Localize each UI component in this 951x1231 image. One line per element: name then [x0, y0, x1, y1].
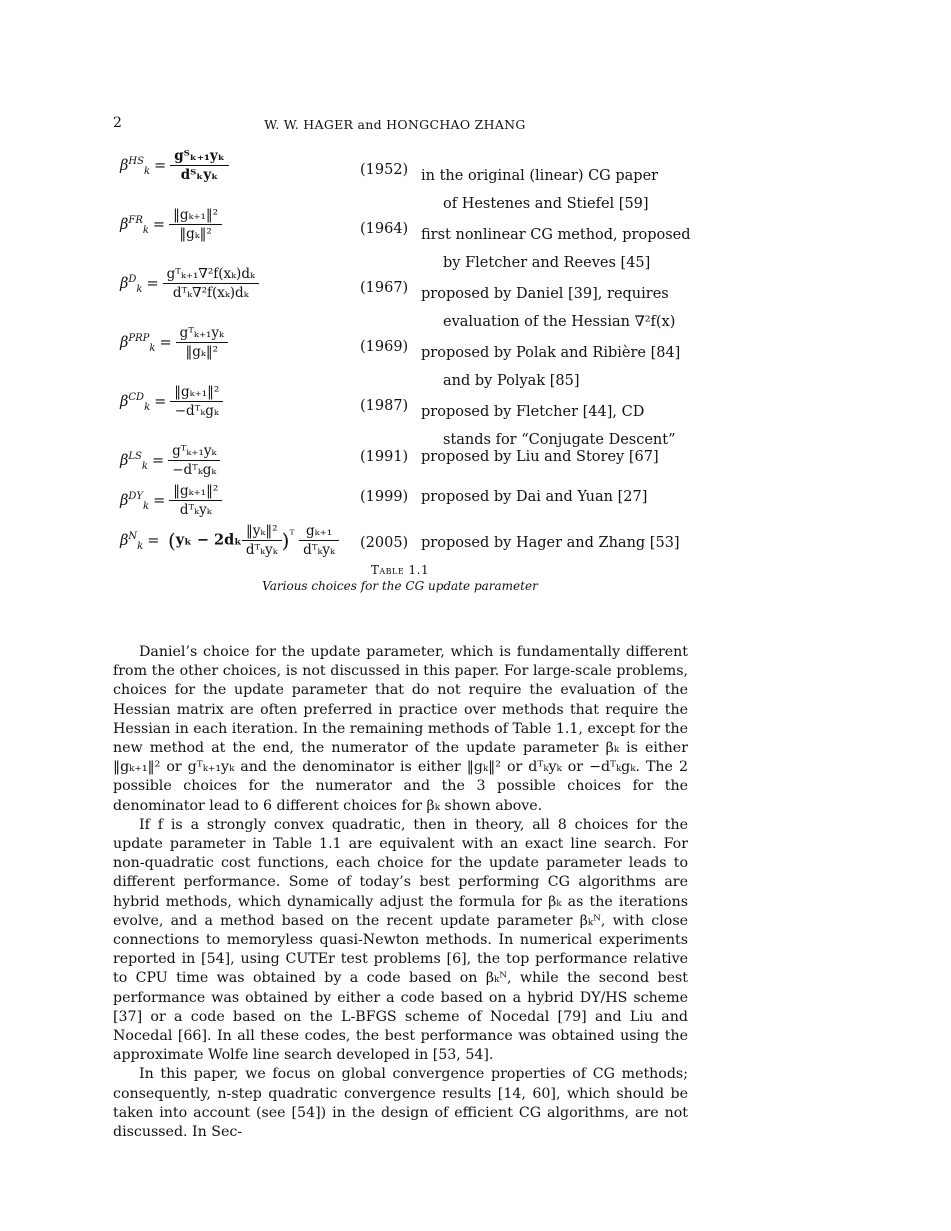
denominator: dᵀₖyₖ	[180, 167, 219, 183]
numerator: ‖gₖ₊₁‖²	[169, 483, 222, 501]
running-head: W. W. HAGER and HONGCHAO ZHANG	[264, 117, 526, 132]
year: (1991)	[360, 449, 409, 465]
numerator: gᵀₖ₊₁yₖ	[176, 325, 228, 343]
beta-label: D	[128, 273, 137, 285]
beta-label: CD	[128, 391, 145, 403]
table-row	[118, 266, 718, 330]
formula-cd: $\beta^{CD}_k$ = $\frac{\text{‖gₖ₊₁‖²}}{\text{−dᵀₖgₖ}}$	[120, 384, 223, 419]
formula-dy: $\beta^{DY}_k$ = $\frac{\text{‖gₖ₊₁‖²}}{\text{dᵀₖyₖ}}$	[120, 483, 222, 518]
denominator: dᵀₖyₖ	[179, 502, 212, 518]
beta-label: PRP	[128, 332, 150, 344]
beta-label: LS	[128, 450, 142, 462]
body-text	[113, 643, 688, 1142]
beta-label: DY	[128, 490, 144, 502]
n-right-denominator: dᵀₖyₖ	[303, 542, 335, 558]
beta-label: N	[128, 530, 138, 542]
desc-line-2: of Hestenes and Stiefel [59]	[443, 196, 649, 212]
desc-line-1: proposed by Liu and Storey [67]	[421, 449, 659, 465]
numerator: ‖gₖ₊₁‖²	[170, 384, 223, 402]
numerator: ‖gₖ₊₁‖²	[169, 207, 222, 225]
paragraph: Daniel’s choice for the update parameter, which is fundamentally different from the other choices, is not discussed in this paper. For large-scale problems, choices for the update parameter that do not require the evaluation of the Hessian matrix are often preferred in practice over methods that require the Hessian in each iteration. In the remaining methods of Table 1.1, except for the new method at the end, the numerator of the update parameter βₖ is either ‖gₖ₊₁‖² or gᵀₖ₊₁yₖ and the denominator is either ‖gₖ‖² or dᵀₖyₖ or −dᵀₖgₖ. The 2 possible choices for the numerator and the 3 possible choices for the denominator lead to 6 different choices for βₖ shown above.	[113, 644, 688, 814]
beta-label: FR	[128, 214, 143, 226]
numerator: gᵀₖ₊₁yₖ	[168, 443, 220, 461]
year: (1987)	[360, 398, 409, 414]
table-row	[118, 483, 718, 523]
year: (1952)	[360, 162, 409, 178]
table-row	[118, 384, 718, 448]
n-lhs: yₖ − 2dₖ	[175, 531, 242, 549]
denominator: dᵀₖ∇²f(xₖ)dₖ	[172, 285, 249, 301]
table-row	[118, 148, 718, 212]
denominator: −dᵀₖgₖ	[174, 403, 219, 419]
n-inner-denominator: dᵀₖyₖ	[245, 542, 278, 558]
paragraph: In this paper, we focus on global convergence properties of CG methods; consequently, n-step quadratic convergence results [14, 60], which should be taken into account (see [54]) in the design of efficient CG algorithms, are not discussed. In Sec-	[113, 1066, 688, 1141]
desc-line-1: proposed by Hager and Zhang [53]	[421, 535, 680, 551]
page-number: 2	[113, 115, 122, 131]
formula-ls: $\beta^{LS}_k$ = $\frac{\text{gᵀₖ₊₁yₖ}}{\text{−dᵀₖgₖ}}$	[120, 443, 220, 478]
formula-n: $\beta^N_k = (y_k - 2d_k$ $\frac{\text{‖yₖ‖²}}{\text{dᵀₖyₖ}}$ )$^ᵀ$ $\frac{\text{gₖ₊₁}}{\text{dᵀₖyₖ}}$	[120, 523, 339, 558]
desc-line-2: stands for “Conjugate Descent”	[443, 432, 676, 448]
table-row	[118, 443, 718, 483]
n-right-numerator: gₖ₊₁	[299, 523, 339, 541]
caption-label: Table 1.1	[370, 563, 430, 577]
denominator: ‖gₖ‖²	[185, 344, 219, 360]
desc-line-1: first nonlinear CG method, proposed	[421, 227, 691, 243]
desc-line-2: by Fletcher and Reeves [45]	[443, 255, 651, 271]
paragraph: If f is a strongly convex quadratic, then in theory, all 8 choices for the update parameter in Table 1.1 are equivalent with an exact line search. For non-quadratic cost functions, each choice for the update parameter leads to different performance. Some of today’s best performing CG algorithms are hybrid methods, which dynamically adjust the formula for βₖ as the iterations evolve, and a method based on the recent update parameter βₖᴺ, with close connections to memoryless quasi-Newton methods. In numerical experiments reported in [54], using CUTEr test problems [6], the top performance relative to CPU time was obtained by a code based on βₖᴺ, while the second best performance was obtained by either a code based on a hybrid DY/HS scheme [37] or a code based on the L-BFGS scheme of Nocedal [79] and Liu and Nocedal [66]. In all these codes, the best performance was obtained using the approximate Wolfe line search developed in [53, 54].	[113, 816, 688, 1064]
cg-update-table	[118, 148, 718, 571]
desc-line-1: proposed by Daniel [39], requires	[421, 286, 669, 302]
transpose: ᵀ	[289, 527, 295, 542]
formula-hs: $\beta^{HS}_k$ = $\frac{\text{gᵀₖ₊₁yₖ}}{\text{dᵀₖyₖ}}$	[120, 148, 229, 183]
year: (1964)	[360, 221, 409, 237]
desc-line-2: and by Polyak [85]	[443, 373, 580, 389]
formula-prp: $\beta^{PRP}_k$ = $\frac{\text{gᵀₖ₊₁yₖ}}{\text{‖gₖ‖²}}$	[120, 325, 228, 360]
table-row	[118, 207, 718, 271]
year: (1969)	[360, 339, 409, 355]
year: (1999)	[360, 489, 409, 505]
desc-line-1: proposed by Dai and Yuan [27]	[421, 489, 648, 505]
denominator: −dᵀₖgₖ	[172, 462, 217, 478]
desc-line-1: proposed by Polak and Ribière [84]	[421, 345, 681, 361]
formula-d: $\beta^D_k$ = $\frac{\text{gᵀₖ₊₁∇²f(xₖ)dₖ}}{\text{dᵀₖ∇²f(xₖ)dₖ}}$	[120, 266, 259, 301]
n-inner-numerator: ‖yₖ‖²	[242, 523, 282, 541]
year: (1967)	[360, 280, 409, 296]
description	[421, 443, 659, 471]
description	[421, 529, 680, 557]
numerator: gᵀₖ₊₁∇²f(xₖ)dₖ	[163, 266, 259, 284]
beta-label: HS	[128, 155, 144, 167]
desc-line-1: proposed by Fletcher [44], CD	[421, 404, 645, 420]
beta-symbol: $\beta^{HS}_k$	[120, 155, 151, 177]
table-caption	[0, 563, 800, 593]
denominator: ‖gₖ‖²	[179, 226, 212, 242]
formula-fr: $\beta^{FR}_k$ = $\frac{\text{‖gₖ₊₁‖²}}{\text{‖gₖ‖²}}$	[120, 207, 222, 242]
year: (2005)	[360, 535, 409, 551]
description	[421, 483, 647, 511]
caption-text: Various choices for the CG update parameter	[262, 579, 538, 593]
desc-line-2: evaluation of the Hessian ∇²f(x)	[443, 314, 676, 330]
desc-line-1: in the original (linear) CG paper	[421, 168, 659, 184]
table-row	[118, 325, 718, 389]
numerator: gᵀₖ₊₁yₖ	[170, 148, 229, 166]
